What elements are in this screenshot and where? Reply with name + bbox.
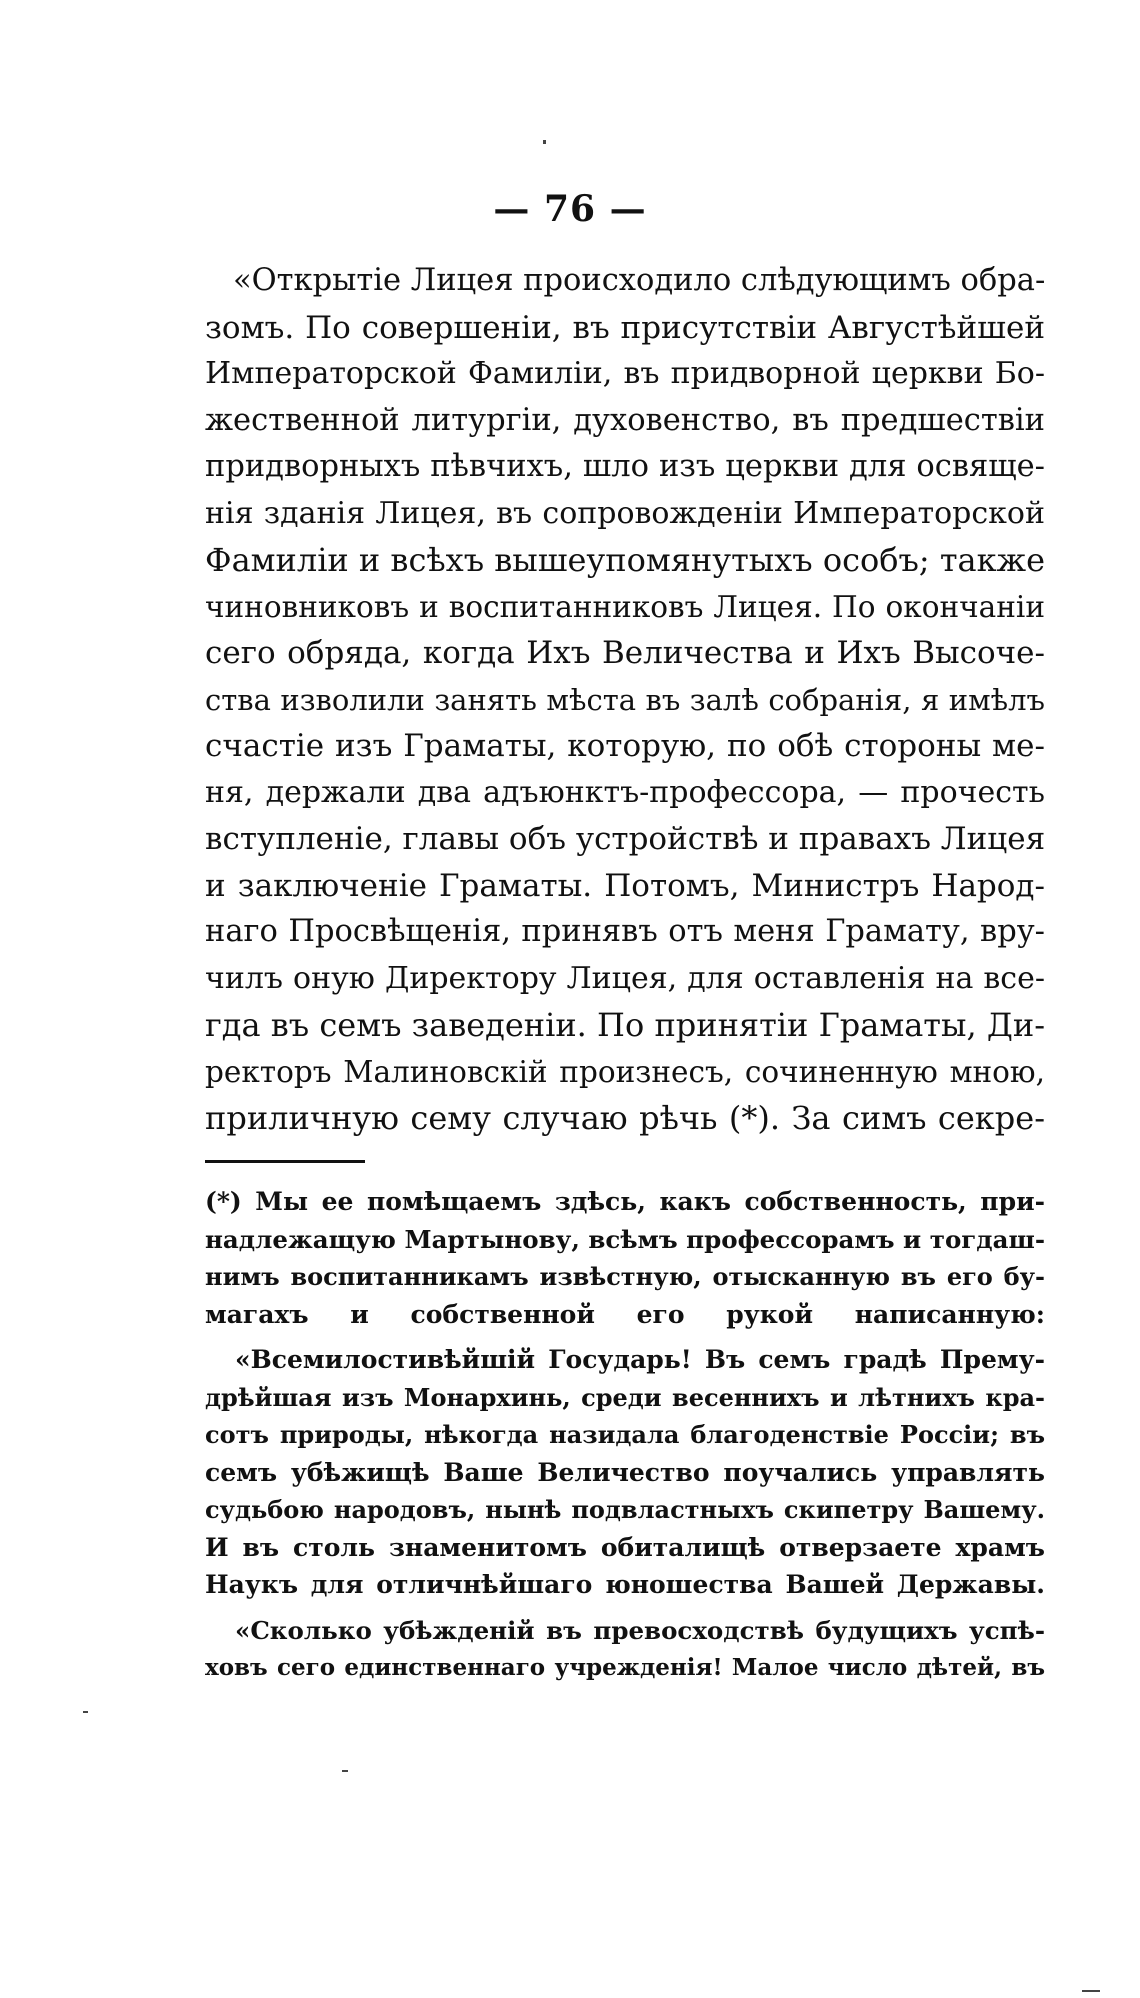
text-line: Фамиліи и всѣхъ вышеупомянутыхъ особъ; также	[205, 541, 1045, 579]
footnote-paragraph	[205, 1341, 1045, 1604]
text-line: ня, держали два адъюнктъ-профессора, — прочесть	[205, 774, 1045, 810]
footnote-line: ховъ сего единственнаго учрежденія! Малое число дѣтей, въ	[205, 1654, 1045, 1681]
text-line: ректоръ Малиновскій произнесъ, сочиненную мною,	[205, 1054, 1045, 1089]
text-line: чилъ оную Директору Лицея, для оставленія на все-	[205, 960, 1045, 996]
text-line: Императорской Фамиліи, въ придворной церкви Бо-	[205, 356, 1045, 391]
footnote-line: Наукъ для отличнѣйшаго юношества Вашей Державы.	[205, 1570, 1045, 1599]
scan-speck	[543, 140, 546, 144]
text-line: гда въ семъ заведеніи. По принятіи Граматы, Ди-	[205, 1006, 1045, 1044]
text-line: «Открытіе Лицея происходило слѣдующимъ обра-	[233, 263, 1046, 298]
text-line: ства изволили занять мѣста въ залѣ собранія, я имѣлъ	[205, 682, 1045, 717]
text-line: сего обряда, когда Ихъ Величества и Ихъ Высоче-	[205, 635, 1045, 671]
footnote-rule	[205, 1160, 365, 1163]
text-line: нія зданія Лицея, въ сопровожденіи Императорской	[205, 495, 1045, 531]
footnote-line: надлежащую Мартынову, всѣмъ профессорамъ и тогдаш-	[205, 1224, 1045, 1254]
scan-speck	[1082, 1990, 1100, 1992]
footnote-line: семъ убѣжищѣ Ваше Величество поучались управлять	[205, 1457, 1045, 1487]
text-line: наго Просвѣщенія, принявъ отъ меня Грамату, вру-	[205, 914, 1045, 949]
footnote-line: (*) Мы ее помѣщаемъ здѣсь, какъ собственность, при-	[205, 1187, 1045, 1216]
footnote	[205, 1183, 1045, 1687]
text-line: зомъ. По совершеніи, въ присутствіи Августѣйшей	[205, 309, 1045, 346]
text-line: жественной литургіи, духовенство, въ предшествіи	[205, 402, 1045, 438]
text-line: придворныхъ пѣвчихъ, шло изъ церкви для освяще-	[205, 449, 1045, 484]
footnote-paragraph	[205, 1612, 1045, 1687]
text-line: вступленіе, главы объ устройствѣ и правахъ Лицея	[205, 821, 1046, 857]
scan-speck	[83, 1711, 88, 1713]
text-line: чиновниковъ и воспитанниковъ Лицея. По окончаніи	[205, 589, 1045, 624]
text-line: и заключеніе Граматы. Потомъ, Министръ Народ-	[205, 867, 1045, 904]
footnote-line: сотъ природы, нѣкогда назидала благоденствіе Россіи; въ	[205, 1420, 1045, 1449]
footnote-line: «Всемилостивѣйшій Государь! Въ семъ градѣ Прему-	[235, 1345, 1045, 1374]
footnote-line: магахъ и собственной его рукой написанную:	[205, 1299, 1045, 1329]
scan-speck	[342, 1770, 348, 1772]
footnote-line: дрѣйшая изъ Монархинь, среди весеннихъ и лѣтнихъ кра-	[205, 1382, 1045, 1412]
text-line: счастіе изъ Граматы, которую, по обѣ стороны ме-	[205, 728, 1045, 764]
footnote-paragraph	[205, 1183, 1045, 1333]
footnote-line: судьбою народовъ, нынѣ подвластныхъ скипетру Вашему.	[205, 1495, 1045, 1524]
page-number: — 76 —	[493, 188, 647, 230]
footnote-line: нимъ воспитанникамъ извѣстную, отысканную въ его бу-	[205, 1262, 1045, 1291]
footnote-line: И въ столь знаменитомъ обиталищѣ отверзаете храмъ	[205, 1532, 1045, 1562]
main-text	[205, 258, 1045, 1142]
text-line: приличную сему случаю рѣчь (*). За симъ секре-	[205, 1099, 1045, 1137]
footnote-line: «Сколько убѣжденій въ превосходствѣ будущихъ успѣ-	[235, 1615, 1045, 1645]
